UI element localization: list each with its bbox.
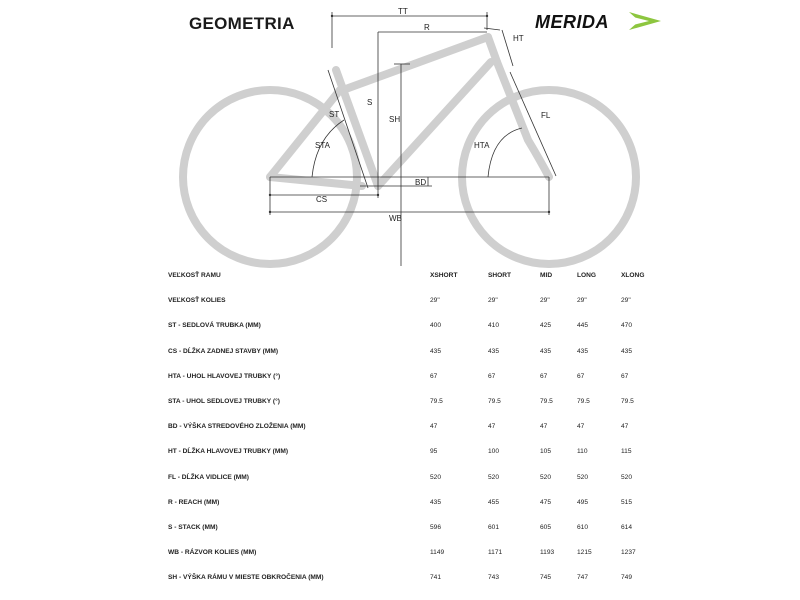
table-header-row bbox=[168, 272, 651, 297]
row-label: VEĽKOSŤ KOLIES bbox=[168, 297, 226, 305]
page-title: GEOMETRIA bbox=[189, 14, 295, 33]
table-row bbox=[168, 448, 651, 473]
table-cell: 29" bbox=[621, 297, 631, 305]
column-header: VEĽKOSŤ RAMU bbox=[168, 272, 221, 279]
table-row bbox=[168, 499, 651, 524]
table-cell: 520 bbox=[488, 473, 500, 481]
table-cell: 47 bbox=[621, 423, 629, 431]
table-cell: 29" bbox=[540, 297, 550, 305]
table-row bbox=[168, 549, 651, 574]
table-cell: 455 bbox=[488, 498, 500, 506]
table-row bbox=[168, 524, 651, 549]
label-ht: HT bbox=[513, 34, 524, 43]
ht-line bbox=[484, 28, 500, 30]
label-s: S bbox=[367, 98, 373, 107]
column-header: MID bbox=[540, 272, 553, 279]
table-cell: 67 bbox=[488, 372, 496, 380]
row-label: FL - DĹŽKA VIDLICE (MM) bbox=[168, 473, 249, 481]
label-r: R bbox=[424, 23, 430, 32]
table-cell: 1171 bbox=[488, 549, 503, 557]
label-sh: SH bbox=[389, 115, 401, 124]
geometry-table bbox=[168, 272, 651, 599]
row-label: BD - VÝŠKA STREDOVÉHO ZLOŽENIA (MM) bbox=[168, 423, 306, 431]
table-cell: 47 bbox=[540, 423, 548, 431]
table-cell: 1193 bbox=[540, 549, 555, 557]
table-cell: 435 bbox=[430, 347, 442, 355]
table-cell: 747 bbox=[577, 574, 589, 582]
table-row bbox=[168, 322, 651, 347]
table-cell: 743 bbox=[488, 574, 500, 582]
tt-left-dot bbox=[331, 15, 333, 17]
table-cell: 1237 bbox=[621, 549, 636, 557]
hta-arc bbox=[488, 128, 522, 177]
table-cell: 435 bbox=[621, 347, 633, 355]
top-tube bbox=[343, 37, 488, 90]
bike-frame bbox=[270, 37, 549, 186]
table-cell: 515 bbox=[621, 498, 633, 506]
table-cell: 435 bbox=[488, 347, 500, 355]
table-row bbox=[168, 297, 651, 322]
label-sta: STA bbox=[315, 141, 330, 150]
table-cell: 79.5 bbox=[577, 397, 590, 405]
label-cs: CS bbox=[316, 195, 328, 204]
row-label: WB - RÁZVOR KOLIES (MM) bbox=[168, 549, 257, 557]
wb-right-dot bbox=[548, 211, 550, 213]
table-cell: 79.5 bbox=[430, 397, 443, 405]
table-cell: 745 bbox=[540, 574, 552, 582]
table-cell: 1215 bbox=[577, 549, 592, 557]
table-cell: 435 bbox=[540, 347, 552, 355]
column-header: XSHORT bbox=[430, 272, 458, 279]
table-cell: 520 bbox=[577, 473, 589, 481]
table-cell: 79.5 bbox=[540, 397, 553, 405]
table-cell: 67 bbox=[540, 372, 548, 380]
table-cell: 110 bbox=[577, 448, 588, 456]
label-hta: HTA bbox=[474, 141, 490, 150]
table-cell: 1149 bbox=[430, 549, 445, 557]
table-cell: 495 bbox=[577, 498, 589, 506]
row-label: HT - DĹŽKA HLAVOVEJ TRUBKY (MM) bbox=[168, 448, 289, 456]
dimension-lines bbox=[270, 12, 556, 266]
table-cell: 95 bbox=[430, 448, 438, 456]
table-cell: 749 bbox=[621, 574, 633, 582]
cs-right-dot bbox=[377, 194, 379, 196]
table-cell: 29" bbox=[577, 297, 587, 305]
table-cell: 400 bbox=[430, 322, 442, 330]
table-cell: 79.5 bbox=[621, 397, 634, 405]
ht-ext bbox=[502, 30, 513, 66]
chain-stay bbox=[270, 177, 362, 186]
table-row bbox=[168, 398, 651, 423]
table-cell: 67 bbox=[621, 372, 629, 380]
table-cell: 47 bbox=[577, 423, 585, 431]
row-label: SH - VÝŠKA RÁMU V MIESTE OBKROČENIA (MM) bbox=[168, 574, 324, 582]
label-tt: TT bbox=[398, 7, 408, 16]
row-label: HTA - UHOL HLAVOVEJ TRUBKY (°) bbox=[168, 372, 281, 380]
table-cell: 79.5 bbox=[488, 397, 501, 405]
wb-left-dot bbox=[269, 211, 271, 213]
table-cell: 596 bbox=[430, 523, 442, 531]
column-header: SHORT bbox=[488, 272, 512, 279]
table-cell: 741 bbox=[430, 574, 442, 582]
table-cell: 614 bbox=[621, 523, 633, 531]
table-row bbox=[168, 574, 651, 599]
brand-wordmark: MERIDA bbox=[535, 12, 609, 32]
label-fl: FL bbox=[541, 111, 551, 120]
table-cell: 520 bbox=[540, 473, 552, 481]
table-cell: 47 bbox=[488, 423, 496, 431]
table-cell: 67 bbox=[577, 372, 585, 380]
cs-left-dot bbox=[269, 194, 271, 196]
table-cell: 610 bbox=[577, 523, 589, 531]
row-label: R - REACH (MM) bbox=[168, 498, 220, 506]
column-header: XLONG bbox=[621, 272, 645, 279]
column-header: LONG bbox=[577, 272, 597, 279]
row-label: S - STACK (MM) bbox=[168, 523, 218, 531]
seat-stay bbox=[270, 90, 340, 177]
row-label: CS - DĹŽKA ZADNEJ STAVBY (MM) bbox=[168, 347, 279, 355]
table-cell: 605 bbox=[540, 523, 552, 531]
row-label: ST - SEDLOVÁ TRUBKA (MM) bbox=[168, 322, 261, 330]
table-row bbox=[168, 423, 651, 448]
row-label: STA - UHOL SEDLOVEJ TRUBKY (°) bbox=[168, 397, 280, 405]
table-cell: 100 bbox=[488, 448, 500, 456]
table-cell: 435 bbox=[430, 498, 442, 506]
table-cell: 425 bbox=[540, 322, 552, 330]
table-cell: 475 bbox=[540, 498, 552, 506]
table-row bbox=[168, 348, 651, 373]
label-bd: BD bbox=[415, 178, 427, 187]
table-cell: 445 bbox=[577, 322, 589, 330]
table-cell: 470 bbox=[621, 322, 633, 330]
table-body bbox=[168, 297, 651, 599]
table-cell: 67 bbox=[430, 372, 438, 380]
table-cell: 410 bbox=[488, 322, 500, 330]
table-cell: 29" bbox=[430, 297, 440, 305]
table-cell: 29" bbox=[488, 297, 498, 305]
table-row bbox=[168, 373, 651, 398]
table-row bbox=[168, 474, 651, 499]
table-cell: 520 bbox=[430, 473, 442, 481]
geometry-diagram bbox=[0, 0, 800, 270]
label-wb: WB bbox=[389, 214, 402, 223]
label-st: ST bbox=[329, 110, 340, 119]
table-cell: 435 bbox=[577, 347, 589, 355]
table-cell: 520 bbox=[621, 473, 633, 481]
table-cell: 115 bbox=[621, 448, 632, 456]
table-cell: 601 bbox=[488, 523, 500, 531]
table-cell: 105 bbox=[540, 448, 552, 456]
down-tube bbox=[378, 62, 491, 186]
tt-right-dot bbox=[486, 15, 488, 17]
table-cell: 47 bbox=[430, 423, 438, 431]
